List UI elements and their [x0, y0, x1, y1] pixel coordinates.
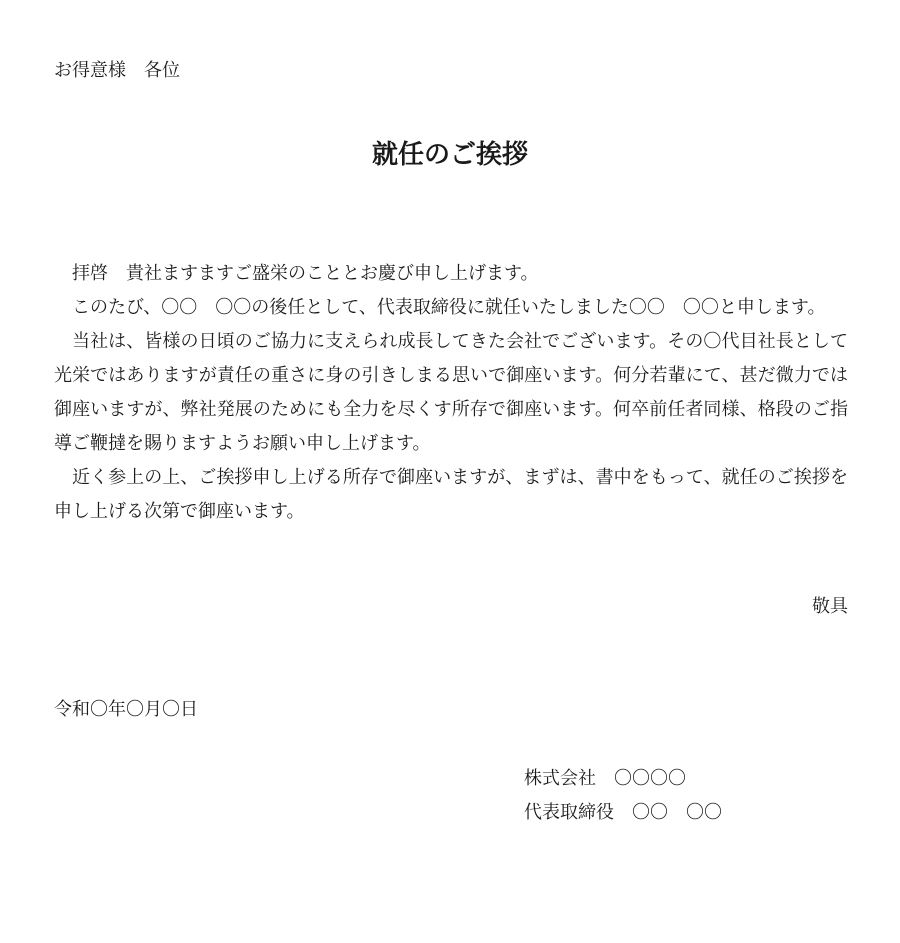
- paragraph-conclusion: 近く参上の上、ご挨拶申し上げる所存で御座いますが、まずは、書中をもって、就任のご挨拶を申し上げる次第で御座います。: [54, 467, 848, 522]
- paragraph-company: 当社は、皆様の日頃のご協力に支えられ成長してきた会社でございます。その〇代目社長として光栄ではありますが責任の重さに身の引きしまる思いで御座います。何分若輩にて、甚だ微力では御座いますが、弊社発展のためにも全力を尽くす所存で御座います。何卒前任者同様、格段のご指導ご鞭撻を賜りますようお願い申し上げます。: [54, 331, 848, 454]
- letter-date: 令和〇年〇月〇日: [54, 699, 198, 720]
- paragraph-greeting: 拝啓 貴社ますますご盛栄のこととお慶び申し上げます。: [72, 263, 539, 284]
- document-title: 就任のご挨拶: [371, 140, 528, 170]
- recipient-line: お得意様 各位: [54, 60, 180, 81]
- sender-block: [524, 762, 722, 830]
- letter-body: [54, 257, 848, 529]
- sender-company: 株式会社 〇〇〇〇: [524, 768, 686, 789]
- closing-phrase: 敬具: [812, 596, 848, 617]
- paragraph-introduction: このたび、〇〇 〇〇の後任として、代表取締役に就任いたしました〇〇 〇〇と申します。: [72, 297, 826, 318]
- sender-representative: 代表取締役 〇〇 〇〇: [524, 802, 722, 823]
